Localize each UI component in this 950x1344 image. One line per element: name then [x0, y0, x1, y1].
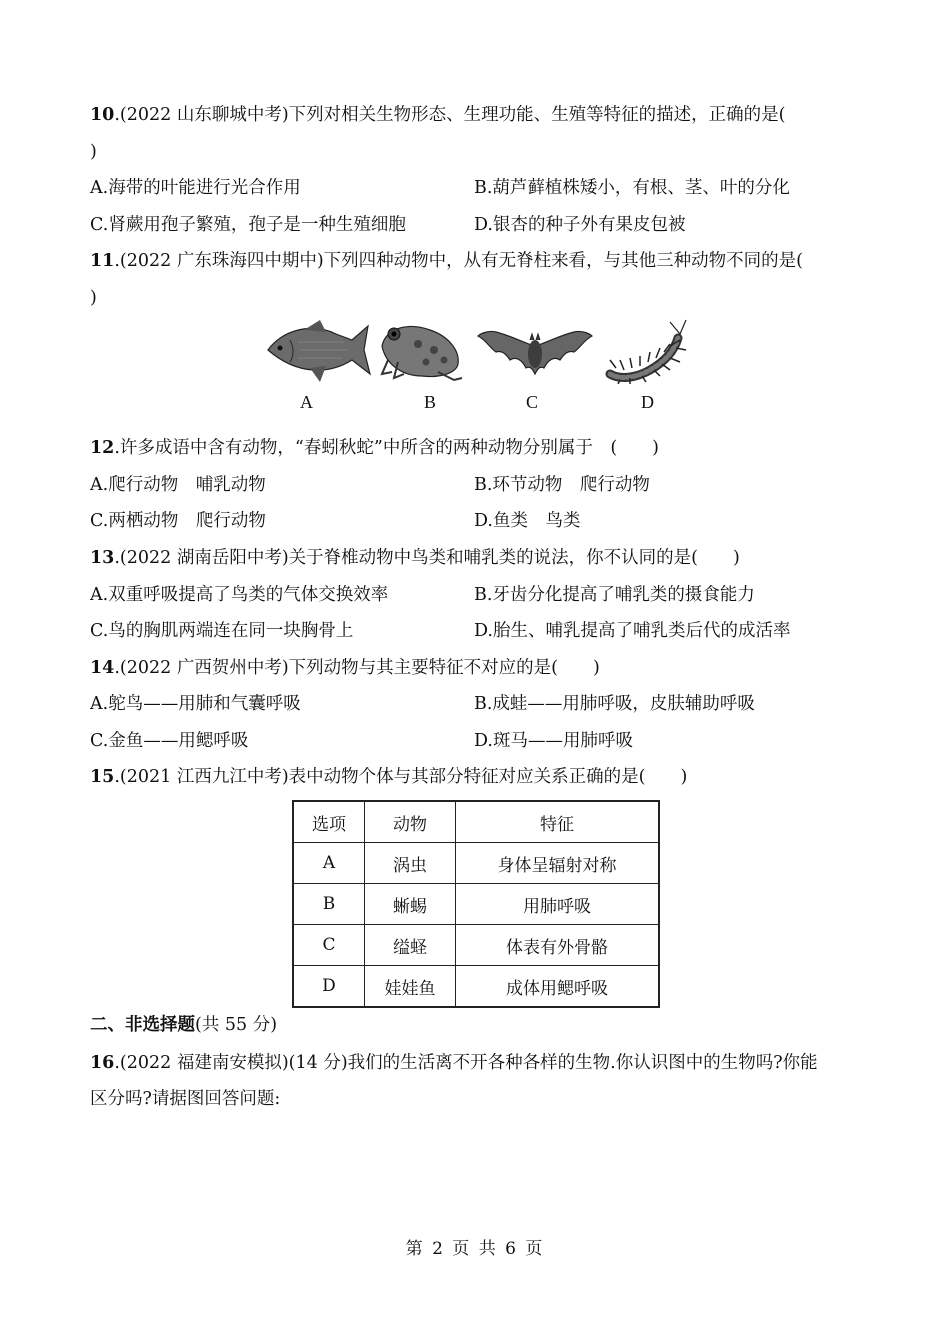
q15-table: [292, 800, 660, 1008]
figure-label-c: C: [526, 392, 539, 412]
table-cell: 身体呈辐射对称: [456, 843, 660, 884]
centipede-icon: [600, 318, 688, 384]
q10-stem-cont: ): [90, 142, 97, 162]
table-header-cell: 选项: [293, 801, 365, 843]
table-cell: 涡虫: [365, 843, 456, 884]
q12-option-c: C.两栖动物 爬行动物: [90, 511, 266, 531]
q14-option-c: C.金鱼——用鳃呼吸: [90, 731, 249, 751]
q10-option-c: C.肾蕨用孢子繁殖，孢子是一种生殖细胞: [90, 215, 406, 235]
q12-stem: 12.许多成语中含有动物，“春蚓秋蛇”中所含的两种动物分别属于 ( ): [90, 438, 659, 458]
q13-option-b: B.牙齿分化提高了哺乳类的摄食能力: [474, 585, 755, 605]
q12-option-d: D.鱼类 鸟类: [474, 511, 581, 531]
q14-stem: 14.(2022 广西贺州中考)下列动物与其主要特征不对应的是( ): [90, 658, 600, 678]
table-cell: 体表有外骨骼: [456, 925, 660, 966]
table-row: [293, 925, 659, 966]
q10-stem: 10.(2022 山东聊城中考)下列对相关生物形态、生理功能、生殖等特征的描述，正确的是(: [90, 105, 786, 125]
table-cell: 娃娃鱼: [365, 966, 456, 1008]
q12-option-a: A.爬行动物 哺乳动物: [90, 475, 266, 495]
table-cell: 蜥蜴: [365, 884, 456, 925]
q14-option-d: D.斑马——用肺呼吸: [474, 731, 633, 751]
figure-label-d: D: [641, 392, 654, 412]
table-header-cell: 动物: [365, 801, 456, 843]
q12-option-b: B.环节动物 爬行动物: [474, 475, 650, 495]
table-cell: B: [293, 884, 365, 925]
table-header-row: [293, 801, 659, 843]
section-heading: 二、非选择题(共 55 分): [90, 1015, 278, 1035]
q16-stem-cont: 区分吗?请据图回答问题:: [90, 1089, 281, 1109]
q15-stem: 15.(2021 江西九江中考)表中动物个体与其部分特征对应关系正确的是( ): [90, 767, 688, 787]
q13-option-a: A.双重呼吸提高了鸟类的气体交换效率: [90, 585, 389, 605]
table-cell: 成体用鳃呼吸: [456, 966, 660, 1008]
q10-option-a: A.海带的叶能进行光合作用: [90, 178, 301, 198]
table-header-cell: 特征: [456, 801, 660, 843]
q11-stem: 11.(2022 广东珠海四中期中)下列四种动物中，从有无脊柱来看，与其他三种动物不同的是(: [90, 251, 804, 271]
q13-stem: 13.(2022 湖南岳阳中考)关于脊椎动物中鸟类和哺乳类的说法，你不认同的是( ): [90, 548, 740, 568]
page-footer: 第 2 页 共 6 页: [405, 1239, 545, 1259]
q14-option-b: B.成蛙——用肺呼吸，皮肤辅助呼吸: [474, 694, 755, 714]
q10-option-d: D.银杏的种子外有果皮包被: [474, 215, 686, 235]
q13-option-c: C.鸟的胸肌两端连在同一块胸骨上: [90, 621, 354, 641]
table-cell: 用肺呼吸: [456, 884, 660, 925]
table-cell: C: [293, 925, 365, 966]
q14-option-a: A.鸵鸟——用肺和气囊呼吸: [90, 694, 301, 714]
q16-stem: 16.(2022 福建南安模拟)(14 分)我们的生活离不开各种各样的生物.你认识图中的生物吗?你能: [90, 1053, 818, 1073]
q13-option-d: D.胎生、哺乳提高了哺乳类后代的成活率: [474, 621, 791, 641]
figure-label-b: B: [424, 392, 437, 412]
fish-icon: [264, 318, 374, 384]
figure-label-a: A: [300, 392, 313, 412]
table-cell: D: [293, 966, 365, 1008]
frog-icon: [378, 320, 464, 382]
table-cell: 缢蛏: [365, 925, 456, 966]
table-row: [293, 843, 659, 884]
q11-stem-cont: ): [90, 288, 97, 308]
table-row: [293, 966, 659, 1008]
q10-option-b: B.葫芦藓植株矮小，有根、茎、叶的分化: [474, 178, 790, 198]
table-row: [293, 884, 659, 925]
table-cell: A: [293, 843, 365, 884]
bat-icon: [476, 326, 594, 378]
